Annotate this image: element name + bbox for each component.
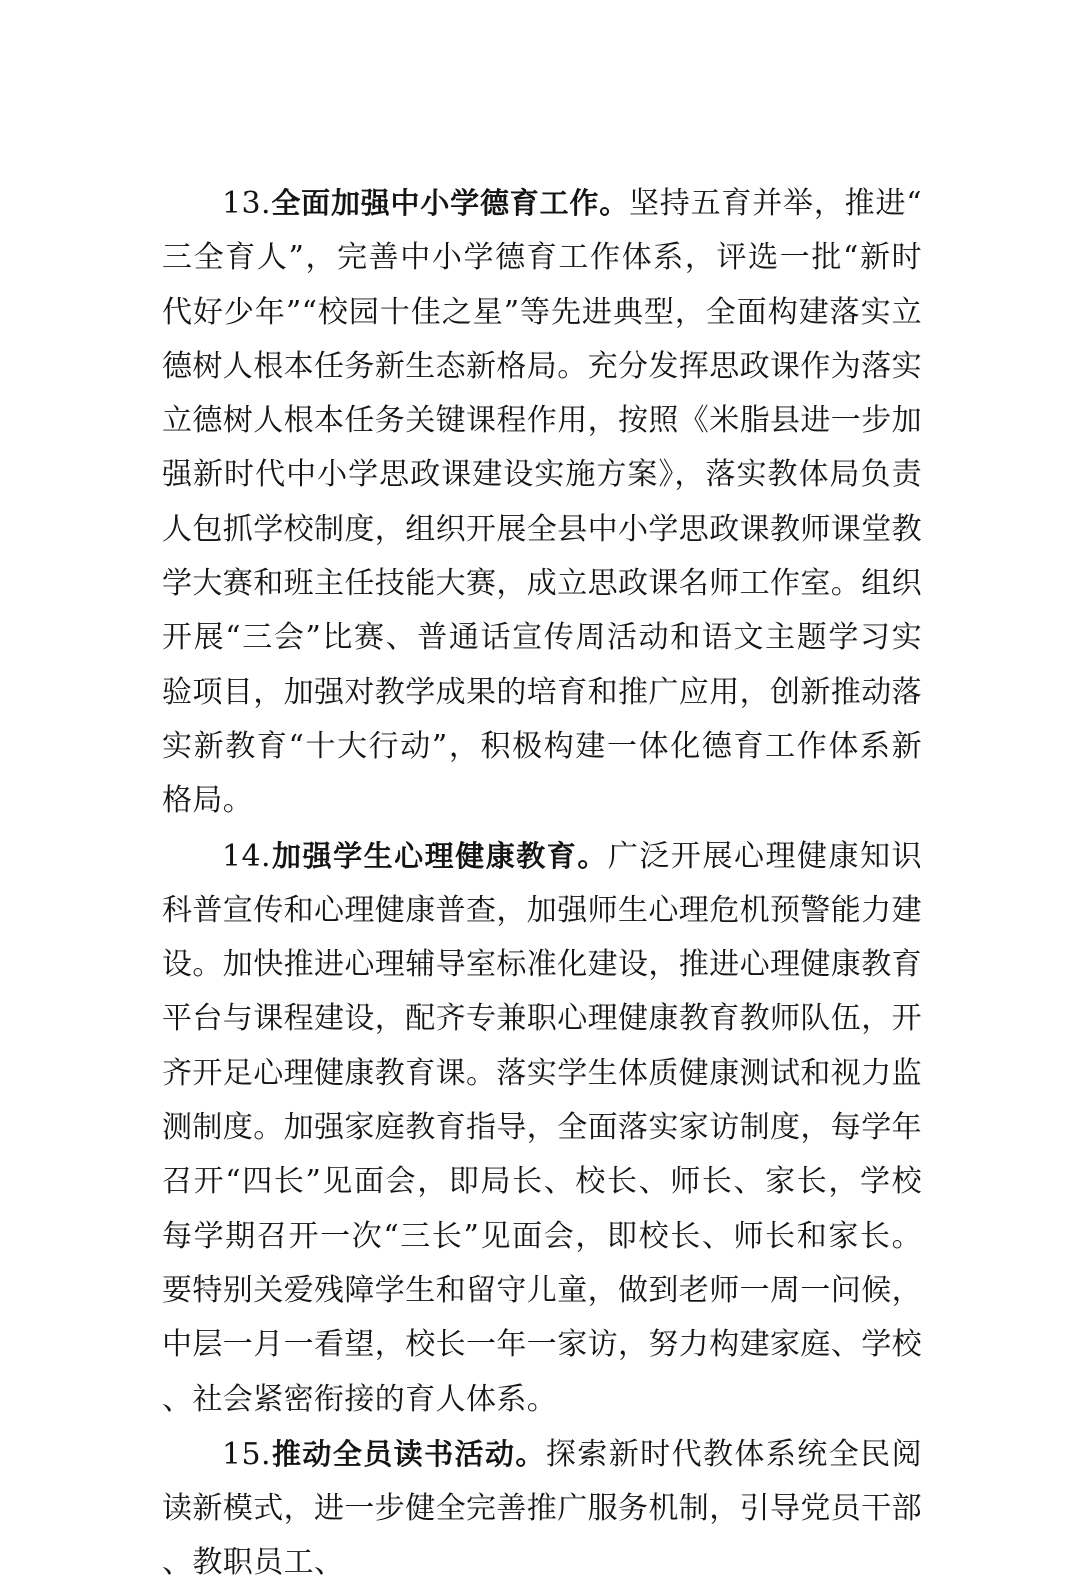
paragraph-13 (162, 176, 922, 829)
paragraph-text: 探索新时代教体系统全民阅读新模式，进一步健全完善推广服务机制，引导党员干部、教职员工、 (162, 1436, 922, 1581)
paragraph-text: 广泛开展心理健康知识科普宣传和心理健康普查，加强师生心理危机预警能力建设。加快推进心理辅导室标准化建设，推进心理健康教育平台与课程建设，配齐专兼职心理健康教育教师队伍，开齐开足心理健康教育课。落实学生体质健康测试和视力监测制度。加强家庭教育指导，全面落实家访制度，每学年召开“四长”见面会，即局长、校长、师长、家长，学校每学期召开一次“三长”见面会，即校长、师长和家长。要特别关爱残障学生和留守儿童，做到老师一周一问候，中层一月一看望，校长一年一家访，努力构建家庭、学校、社会紧密衔接的育人体系。 (162, 838, 923, 1417)
paragraph-text: 坚持五育并举，推进“三全育人”，完善中小学德育工作体系，评选一批“新时代好少年”“校园十佳之星”等先进典型，全面构建落实立德树人根本任务新生态新格局。充分发挥思政课作为落实立德树人根本任务关键课程作用，按照《米脂县进一步加强新时代中小学思政课建设实施方案》，落实教体局负责人包抓学校制度，组织开展全县中小学思政课教师课堂教学大赛和班主任技能大赛，成立思政课名师工作室。组织开展“三会”比赛、普通话宣传周活动和语文主题学习实验项目，加强对教学成果的培育和推广应用，创新推动落实新教育“十大行动”，积极构建一体化德育工作体系新格局。 (162, 186, 922, 819)
paragraph-number: 14. (222, 838, 271, 874)
paragraph-heading: 推动全员读书活动。 (270, 1436, 546, 1471)
paragraph-14 (162, 829, 922, 1427)
paragraph-number: 15. (222, 1436, 271, 1472)
paragraph-15 (162, 1427, 922, 1591)
paragraph-heading: 加强学生心理健康教育。 (270, 838, 608, 873)
paragraph-number: 13. (222, 186, 271, 221)
paragraph-heading: 全面加强中小学德育工作。 (270, 186, 629, 220)
document-body (162, 176, 922, 1591)
